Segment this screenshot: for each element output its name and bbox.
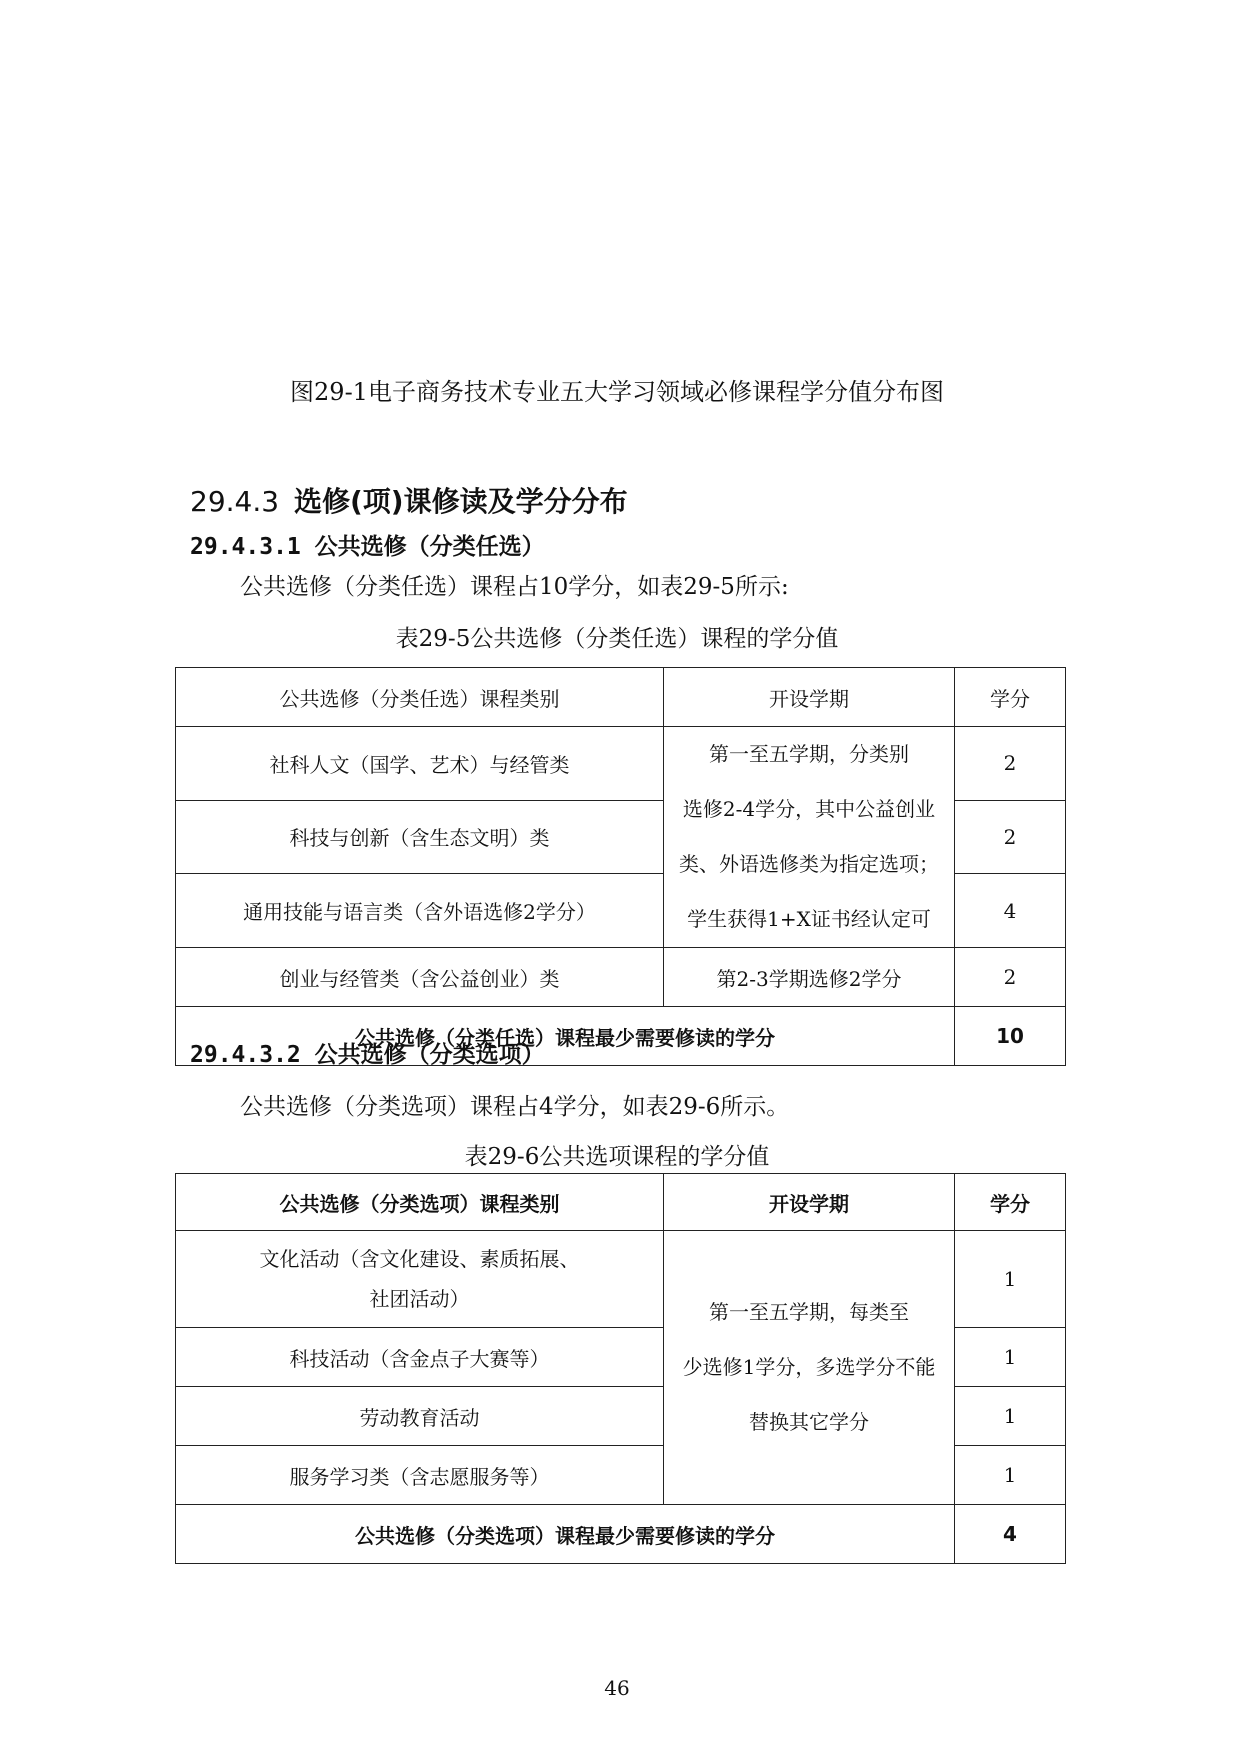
subsection-1-paragraph: 公共选修（分类任选）课程占10学分，如表29-5所示: [240,574,789,600]
total-value: 4 [955,1505,1066,1564]
total-value: 10 [955,1007,1066,1066]
credit-cell: 1 [955,1387,1066,1446]
section-number: 29.4.3 [190,485,280,518]
category-cell: 通用技能与语言类（含外语选修2学分） [176,874,664,948]
table-29-6 [175,1173,1066,1564]
semester-line: 第一至五学期，每类至 [709,1300,909,1324]
table-row [176,727,1066,801]
table-29-5 [175,667,1066,1066]
table-row [176,948,1066,1007]
figure-caption: 图29-1电子商务技术专业五大学习领域必修课程学分值分布图 [290,378,944,406]
category-cell [176,1231,664,1328]
semester-line: 类、外语选修类为指定选项； [679,852,939,876]
subsection-1-heading [190,528,545,561]
section-title: 选修(项)课修读及学分分布 [294,485,628,518]
subsection-2-paragraph: 公共选修（分类选项）课程占4学分，如表29-6所示。 [240,1094,790,1120]
semester-line: 少选修1学分，多选学分不能 [682,1355,936,1379]
credit-cell: 1 [955,1446,1066,1505]
subsection-2-title: 公共选修（分类选项） [314,1042,545,1068]
credit-cell: 2 [955,800,1066,874]
table-row [176,1231,1066,1328]
header-category: 公共选修（分类任选）课程类别 [176,668,664,727]
credit-cell: 1 [955,1231,1066,1328]
header-semester: 开设学期 [664,1174,955,1231]
credit-cell: 2 [955,727,1066,801]
subsection-1-number: 29.4.3.1 [190,534,301,560]
credit-cell: 4 [955,874,1066,948]
category-cell: 劳动教育活动 [176,1387,664,1446]
total-label: 公共选修（分类任选）课程最少需要修读的学分 [176,1007,955,1066]
semester-line: 第一至五学期，分类别 [709,742,909,766]
header-category: 公共选修（分类选项）课程类别 [176,1174,664,1231]
semester-line: 替换其它学分 [749,1410,869,1434]
table-total-row [176,1505,1066,1564]
category-cell: 科技活动（含金点子大赛等） [176,1328,664,1387]
category-cell: 科技与创新（含生态文明）类 [176,800,664,874]
page-number: 46 [604,1676,630,1700]
subsection-1-title: 公共选修（分类任选） [314,534,545,560]
semester-merged-cell [664,1231,955,1505]
header-semester: 开设学期 [664,668,955,727]
subsection-2-number: 29.4.3.2 [190,1042,301,1068]
table-header-row [176,668,1066,727]
table-29-6-caption: 表29-6公共选项课程的学分值 [464,1144,770,1170]
subsection-2-heading [190,1036,545,1069]
header-credit: 学分 [955,1174,1066,1231]
total-label: 公共选修（分类选项）课程最少需要修读的学分 [176,1505,955,1564]
header-credit: 学分 [955,668,1066,727]
semester-line: 选修2-4学分，其中公益创业 [682,797,936,821]
semester-line: 学生获得1+X证书经认定可 [687,907,931,931]
semester-merged-cell [664,727,955,948]
credit-cell: 1 [955,1328,1066,1387]
section-heading [190,480,628,520]
category-cell: 创业与经管类（含公益创业）类 [176,948,664,1007]
table-header-row [176,1174,1066,1231]
category-cell: 服务学习类（含志愿服务等） [176,1446,664,1505]
semester-cell: 第2-3学期选修2学分 [664,948,955,1007]
category-line: 社团活动） [369,1287,470,1311]
category-cell: 社科人文（国学、艺术）与经管类 [176,727,664,801]
category-line: 文化活动（含文化建设、素质拓展、 [259,1247,580,1271]
table-29-5-caption: 表29-5公共选修（分类任选）课程的学分值 [395,626,839,652]
credit-cell: 2 [955,948,1066,1007]
